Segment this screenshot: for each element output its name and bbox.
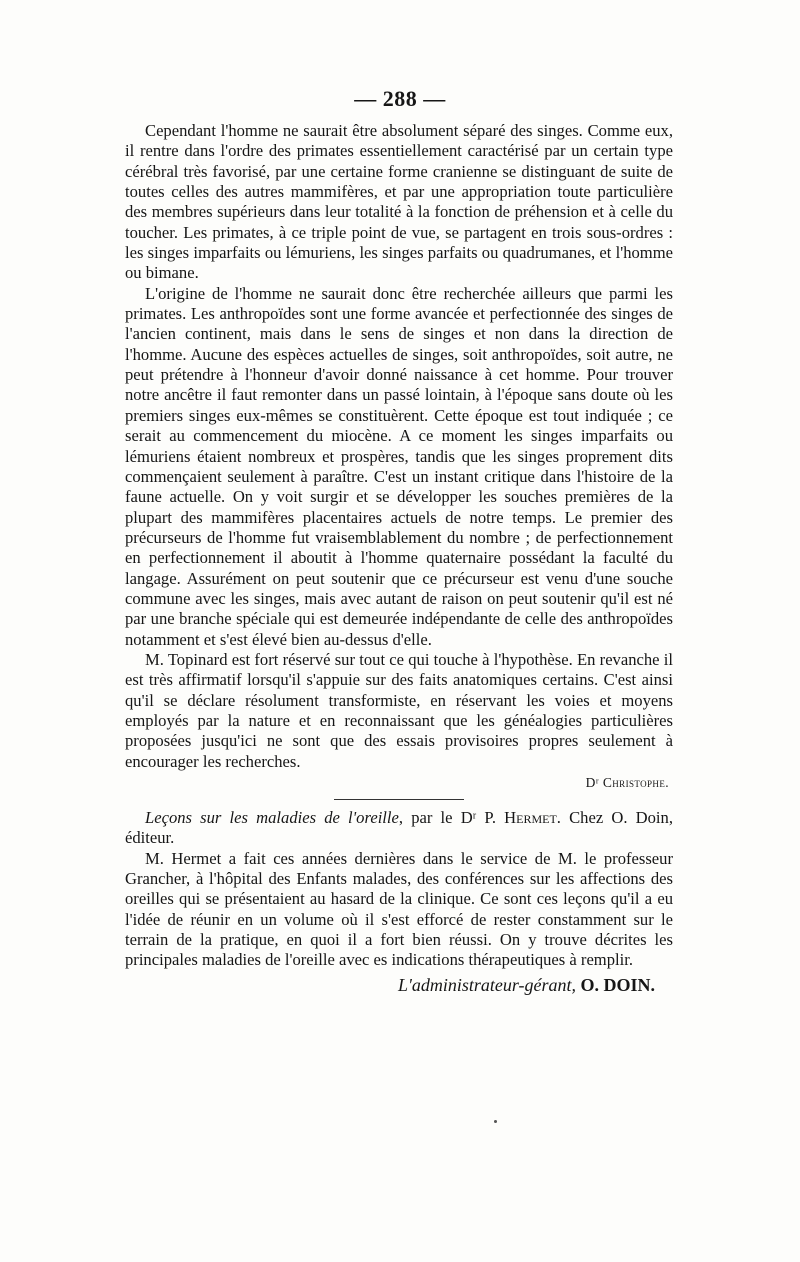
review-title: Leçons sur les maladies de l'oreille bbox=[145, 808, 399, 827]
closing-signature bbox=[125, 973, 673, 997]
signature-prefix: Dʳ bbox=[585, 775, 600, 790]
closing-name: O. DOIN. bbox=[580, 974, 655, 995]
page-body bbox=[125, 121, 673, 997]
signature-name: Christophe. bbox=[602, 775, 669, 790]
author-signature bbox=[125, 773, 673, 793]
paragraph-3: M. Topinard est fort réservé sur tout ce qui touche à l'hypothèse. En revanche il est très affirmatif lorsqu'il s'appuie sur des faits anatomiques certains. C'est ainsi qu'il se déclare résolument transformiste, en réservant les voies et moyens employés par la nature et en reconnaissant que les généalogies particulières proposées jusqu'ici ne sont que des essais provisoires propres seulement à encourager les recherches. bbox=[125, 649, 673, 771]
review-heading bbox=[125, 808, 673, 849]
review-paragraph: M. Hermet a fait ces années dernières dans le service de M. le professeur Grancher, à l'hôpital des Enfants malades, des conférences sur les affections des oreilles qui se présentaient au hasard de la clinique. Ce sont ces leçons qu'il a eu l'idée de réunir en un volume où il s'est efforcé de rester constamment sur le terrain de la pratique, en quoi il a fort bien réussi. On y trouve décrites les principales maladies de l'oreille avec es indications thérapeutiques à remplir. bbox=[125, 848, 673, 970]
closing-role: L'administrateur-gérant, bbox=[397, 974, 576, 995]
paragraph-1: Cependant l'homme ne saurait être absolument séparé des singes. Comme eux, il rentre dans l'ordre des primates essentiellement caractérisé par un certain type cérébral très favorisé, par une certaine forme cranienne se distinguant de suite de toutes celles des autres mammifères, et par une appropriation toute particulière des membres supérieurs dans leur totalité à la fonction de préhension et à celle du toucher. Les primates, à ce triple point de vue, se partagent en trois sous-ordres : les singes imparfaits ou lémuriens, les singes parfaits ou quadrumanes, et l'homme ou bimane. bbox=[125, 121, 673, 283]
review-author-prefix: Dʳ P. bbox=[460, 808, 505, 827]
review-author-name: Hermet bbox=[504, 808, 557, 827]
section-divider bbox=[334, 799, 464, 800]
ink-speck bbox=[494, 1120, 497, 1123]
review-publisher: . Chez O. Doin, éditeur. bbox=[125, 808, 673, 848]
page-number: — 288 — bbox=[354, 86, 446, 111]
review-byline: , par le bbox=[398, 808, 461, 827]
paragraph-2: L'origine de l'homme ne saurait donc être recherchée ailleurs que parmi les primates. Les anthropoïdes sont une forme avancée et perfectionnée des singes de l'ancien continent, mais dans le sens de singes et non dans la direction de l'homme. Aucune des espèces actuelles de singes, soit anthropoïdes, soit autre, ne peut prétendre à l'honneur d'avoir donné naissance à cet homme. Pour trouver notre ancêtre il faut remonter dans un passé lointain, à l'époque sans doute où les premiers singes eux-mêmes se constituèrent. Cette époque est tout indiquée ; ce serait au commencement du miocène. A ce moment les singes imparfaits ou lémuriens étaient nombreux et prospères, tandis que les singes proprement dits commençaient seulement à paraître. C'est un instant critique dans l'histoire de la faune actuelle. On y voit surgir et se développer les souches premières de la plupart des mammifères placentaires actuels de notre temps. Le premier des précurseurs de l'homme fut vraisemblablement du nombre ; de perfectionnement en perfectionnement il aboutit à l'homme quaternaire possédant la faculté du langage. Assurément on peut soutenir que ce précurseur est venu d'une souche commune avec les singes, mais avec autant de raison on peut soutenir qu'il est né par une branche spéciale qui est demeurée indépendante de celle des anthropoïdes notamment et s'est élevé bien au-dessus d'elle. bbox=[125, 283, 673, 649]
